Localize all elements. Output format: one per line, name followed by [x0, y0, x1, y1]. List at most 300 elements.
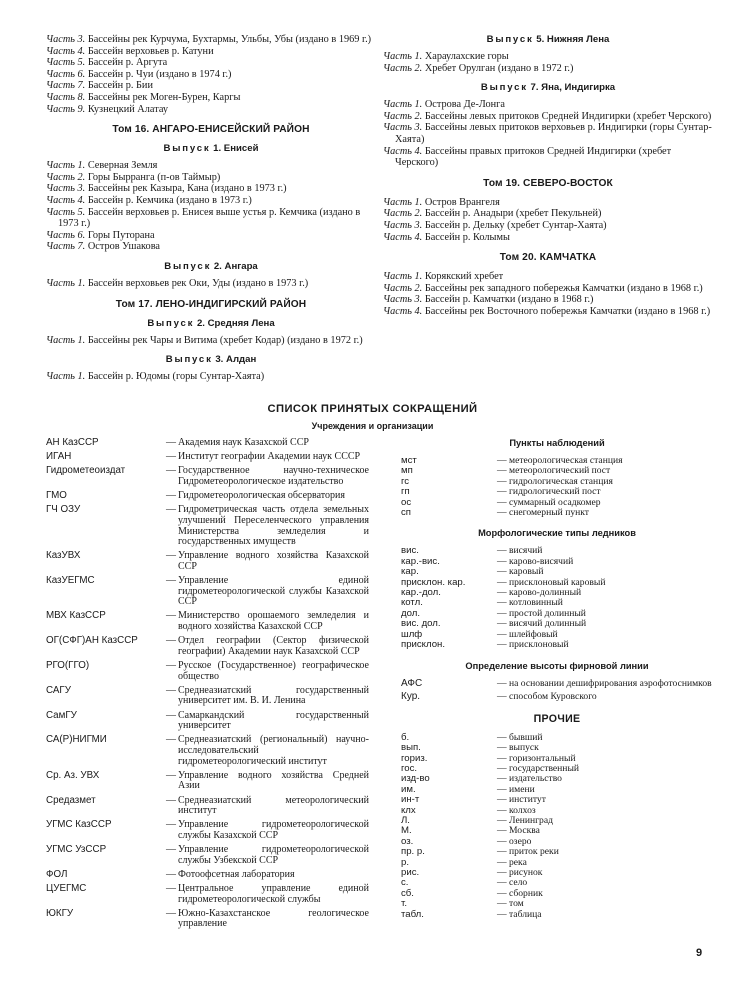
part-number: Часть 2.: [46, 171, 86, 183]
abbreviation-row: [46, 505, 369, 547]
part-text: Хараулахские горы: [424, 51, 509, 62]
glacier-types-heading: Морфологические типы ледников: [478, 528, 636, 539]
part-text: Бассейн р. Дельку (хребет Сунтар-Хаята): [424, 219, 607, 231]
part-text: Бассейн р. Юдомы (горы Сунтар-Хаята): [87, 371, 265, 383]
part-number: Часть 5.: [46, 57, 86, 69]
abbreviation-key: сб.: [401, 887, 414, 899]
abbreviation-value: гидрологическая станция: [509, 475, 613, 487]
abbreviation-value: Управление единой гидрометеорологической службы Казахской ССР: [178, 575, 369, 608]
parts-list-srednyaya-lena: [46, 335, 376, 347]
abbreviation-key: присклон. кар.: [401, 576, 466, 588]
part-text: Горы Путорана: [87, 229, 155, 241]
abbreviation-value: Фотоофсетная лаборатория: [178, 868, 295, 880]
abbreviation-key: КазУЕГМС: [46, 575, 95, 587]
abbreviation-dash: —: [497, 742, 507, 754]
abbreviation-row: [46, 870, 369, 881]
abbreviation-dash: —: [497, 866, 507, 878]
abbreviation-key: клх: [401, 804, 416, 816]
part-text: Бассейны левых притоков верховьев р. Индигирки (горы Сунтар-Хаята): [395, 122, 712, 145]
part-item: [383, 63, 713, 75]
abbreviation-dash: —: [166, 504, 176, 516]
abbreviation-row: [401, 774, 713, 784]
part-number: Часть 1.: [46, 160, 86, 172]
part-text: Бассейн верховьев р. Енисея выше устья р. Кемчика (издано в 1973 г.): [58, 206, 361, 230]
part-text: Хребет Орулган (издано в 1972 г.): [424, 62, 574, 74]
abbreviation-value: Государственное научно-техническое Гидрометеорологическое издательство: [178, 465, 369, 487]
abbreviation-value: издательство: [509, 773, 562, 785]
abbreviation-row: [46, 820, 369, 841]
abbreviation-dash: —: [497, 846, 507, 858]
abbreviation-dash: —: [497, 597, 507, 609]
abbreviation-dash: —: [497, 639, 507, 651]
abbreviation-value: Управление гидрометеорологической службы Казахской ССР: [178, 819, 369, 841]
abbreviation-value: Управление водного хозяйства Казахской ССР: [178, 550, 369, 572]
part-number: Часть 3.: [383, 122, 423, 134]
other-heading: ПРОЧИЕ: [533, 712, 581, 725]
abbreviation-value: Отдел географии (Сектор физической географии) Академии наук Казахской ССР: [178, 635, 369, 657]
abbreviation-row: [401, 868, 713, 878]
part-text: Бассейн р. Анадыри (хребет Пекульней): [424, 208, 602, 220]
abbreviation-key: сп: [401, 507, 411, 519]
abbreviation-dash: —: [497, 731, 507, 743]
tom-20-heading: Том 20. КАМЧАТКА: [499, 252, 597, 264]
part-item: [46, 57, 376, 69]
abbreviation-dash: —: [166, 769, 176, 781]
abbreviation-row: [401, 795, 713, 805]
abbreviation-row: [46, 611, 369, 632]
abbreviation-dash: —: [497, 566, 507, 578]
abbreviation-value: способом Куровского: [509, 691, 597, 703]
abbreviation-value: горизонтальный: [509, 752, 576, 764]
part-text: Бассейн р. Кемчика (издано в 1973 г.): [87, 194, 252, 206]
abbreviation-key: ГМО: [46, 490, 67, 502]
abbreviation-row: [401, 679, 713, 690]
abbreviation-key: СА(Р)НИГМИ: [46, 734, 107, 746]
abbreviation-row: [401, 785, 713, 795]
abbreviation-value: каровый: [509, 566, 544, 578]
abbreviation-key: котл.: [401, 597, 423, 609]
part-text: Остров Ушакова: [87, 241, 160, 253]
abbreviation-dash: —: [166, 819, 176, 831]
abbreviation-dash: —: [166, 610, 176, 622]
abbreviation-value: карово-висячий: [509, 555, 574, 567]
part-item: [46, 195, 376, 207]
part-text: Северная Земля: [87, 160, 158, 172]
part-item: [383, 197, 713, 209]
abbreviation-dash: —: [497, 794, 507, 806]
abbreviation-value: выпуск: [509, 742, 539, 754]
abbreviation-row: [401, 743, 713, 753]
abbreviation-dash: —: [497, 455, 507, 466]
abbreviation-row: [401, 899, 713, 909]
abbreviation-value: метеорологическая станция: [509, 455, 623, 466]
abbreviation-value: снегомерный пункт: [509, 507, 589, 519]
part-text: Бассейн р. Бии: [87, 80, 153, 92]
vypusk-srednyaya-lena-heading: Выпуск 2. Средняя Лена: [147, 317, 275, 329]
abbreviation-row: [401, 889, 713, 899]
abbreviation-dash: —: [166, 883, 176, 895]
abbreviation-value: река: [509, 856, 527, 868]
abbreviation-value: Управление водного хозяйства Средней Азии: [178, 769, 369, 792]
part-text: Бассейны рек западного побережья Камчатки (издано в 1968 г.): [424, 282, 703, 294]
abbreviation-dash: —: [497, 814, 507, 826]
part-item: [46, 230, 376, 242]
part-text: Бассейны левых притоков Средней Индигирки (хребет Черского): [424, 110, 712, 122]
abbreviation-value: Управление гидрометеорологической службы Узбекской ССР: [178, 844, 369, 866]
abbreviation-row: [401, 508, 713, 518]
abbreviation-value: присклоновый: [509, 639, 569, 651]
part-item: [383, 271, 713, 283]
abbreviation-row: [401, 733, 713, 743]
abbreviation-key: Л.: [401, 814, 410, 826]
part-text: Бассейны правых притоков Средней Индигирки (хребет Черского): [395, 145, 672, 169]
abbreviation-dash: —: [497, 465, 507, 477]
abbreviation-value: висячий долинный: [509, 618, 587, 630]
part-item: [46, 183, 376, 195]
abbreviation-key: ЦУЕГМС: [46, 883, 87, 895]
abbreviation-row: [46, 452, 369, 463]
abbreviation-value: Центральное управление единой гидрометеорологической службы: [178, 883, 369, 905]
abbreviation-dash: —: [497, 677, 507, 689]
abbreviation-row: [46, 909, 369, 930]
abbreviation-row: [46, 686, 369, 707]
vypusk-nizhnyaya-lena-heading: Выпуск 5. Нижняя Лена: [486, 34, 610, 45]
part-number: Часть 3.: [46, 34, 86, 45]
abbreviation-dash: —: [166, 437, 176, 448]
institutions-subtitle: Учреждения и организации: [311, 421, 434, 431]
abbreviation-value: Среднеазиатский государственный университет им. В. И. Ленина: [178, 684, 369, 707]
abbreviation-key: АФС: [401, 677, 423, 689]
abbreviation-key: вис. дол.: [401, 618, 441, 630]
institutions-rows: [46, 438, 369, 930]
abbreviation-dash: —: [497, 856, 507, 868]
abbreviation-key: ЮКГУ: [46, 907, 74, 919]
abbreviation-dash: —: [166, 734, 176, 746]
part-text: Кузнецкий Алатау: [87, 103, 169, 115]
part-number: Часть 6.: [46, 68, 86, 80]
abbreviation-dash: —: [497, 835, 507, 847]
abbreviation-key: ос: [401, 496, 412, 508]
abbreviation-value: карово-долинный: [509, 587, 582, 599]
abbreviation-key: с.: [401, 877, 409, 889]
part-item: [383, 122, 713, 145]
abbreviation-value: суммарный осадкомер: [509, 496, 601, 508]
abbreviation-row: [46, 735, 369, 767]
part-item: [383, 283, 713, 295]
abbreviation-row: [46, 636, 369, 657]
part-number: Часть 4.: [46, 194, 86, 206]
tom-19-heading: Том 19. СЕВЕРО-ВОСТОК: [483, 177, 613, 189]
parts-list-severo-vostok: [383, 197, 713, 243]
part-item: [383, 220, 713, 232]
part-text: Бассейн р. Камчатки (издано в 1968 г.): [424, 294, 594, 306]
part-number: Часть 2.: [383, 110, 423, 122]
abbreviation-key: гп: [401, 486, 410, 498]
part-item: [46, 104, 376, 116]
abbreviation-value: село: [509, 877, 528, 889]
abbreviation-key: им.: [401, 783, 416, 795]
vypusk-2-heading: Выпуск 2. Ангара: [164, 260, 258, 272]
parts-list-yana-indigirka: [383, 99, 713, 169]
abbreviation-key: гс: [401, 475, 410, 487]
abbreviation-key: дол.: [401, 607, 420, 619]
abbreviation-row: [46, 771, 369, 792]
part-text: Бассейн р. Аргута: [87, 57, 168, 69]
vypusk-aldan-heading: Выпуск 3. Алдан: [165, 354, 257, 366]
abbreviation-dash: —: [497, 877, 507, 889]
observation-points-heading: Пункты наблюдений: [509, 438, 605, 448]
abbreviation-key: МВХ КазССР: [46, 610, 106, 622]
abbreviation-value: Среднеазиатский (региональный) научно-исследовательский гидрометеорологический институт: [178, 734, 369, 767]
part-item: [46, 80, 376, 92]
abbreviation-row: [46, 845, 369, 866]
abbreviation-row: [401, 878, 713, 888]
abbreviation-key: Ср. Аз. УВХ: [46, 769, 100, 781]
part-text: Бассейн р. Чуи (издано в 1974 г.): [87, 68, 232, 80]
abbreviation-key: КазУВХ: [46, 550, 81, 562]
abbreviation-value: имени: [509, 783, 535, 795]
abbreviation-key: ОГ(СФГ)АН КазССР: [46, 635, 138, 647]
abbreviation-value: шлейфовый: [509, 628, 558, 640]
firn-line-rows: [401, 679, 713, 703]
part-text: Остров Врангеля: [424, 196, 500, 208]
abbreviation-dash: —: [497, 773, 507, 785]
parts-list-kamchatka: [383, 271, 713, 317]
abbreviation-row: [401, 826, 713, 836]
part-text: Горы Бырранга (п-ов Таймыр): [87, 171, 221, 183]
abbreviation-dash: —: [497, 691, 507, 703]
abbreviation-row: [401, 858, 713, 868]
abbreviation-dash: —: [497, 752, 507, 764]
abbreviation-row: [46, 711, 369, 732]
abbreviation-key: ФОЛ: [46, 868, 68, 880]
abbreviation-value: на основании дешифрирования аэрофотоснимков: [509, 677, 712, 689]
abbreviation-key: ин-т: [401, 794, 420, 806]
abbreviation-dash: —: [497, 618, 507, 630]
parts-list-aldan: [46, 371, 376, 383]
abbreviation-key: Гидрометеоиздат: [46, 465, 126, 477]
abbreviation-row: [46, 491, 369, 502]
part-number: Часть 2.: [383, 62, 423, 74]
abbreviation-dash: —: [497, 475, 507, 487]
abbreviation-row: [46, 551, 369, 572]
abbreviation-value: государственный: [509, 762, 580, 774]
abbreviation-key: оз.: [401, 835, 414, 847]
part-number: Часть 4.: [383, 231, 423, 243]
tom-17-heading: Том 17. ЛЕНО-ИНДИГИРСКИЙ РАЙОН: [115, 298, 307, 310]
abbreviation-value: таблица: [509, 908, 542, 920]
abbreviation-value: озеро: [509, 835, 532, 847]
part-number: Часть 3.: [383, 294, 423, 306]
abbreviation-value: Академия наук Казахской ССР: [178, 437, 309, 448]
abbreviation-key: УГМС УзССР: [46, 844, 107, 856]
part-number: Часть 1.: [383, 196, 423, 208]
parts-list-enisei: [46, 160, 376, 253]
part-item: [383, 111, 713, 123]
parts-list-tom15: [46, 34, 376, 115]
abbreviation-value: котловинный: [509, 597, 563, 609]
abbreviation-value: присклоновый каровый: [509, 576, 606, 588]
abbreviation-dash: —: [497, 486, 507, 498]
part-text: Бассейн верховьев рек Оки, Уды (издано в 1973 г.): [87, 277, 309, 289]
part-number: Часть 3.: [46, 183, 86, 195]
part-text: Бассейны рек Чары и Витима (хребет Кодар) (издано в 1972 г.): [87, 334, 363, 346]
abbreviation-key: мп: [401, 465, 413, 477]
abbreviation-dash: —: [497, 587, 507, 599]
part-number: Часть 1.: [383, 51, 423, 62]
abbreviation-key: пр. р.: [401, 846, 425, 858]
part-item: [383, 306, 713, 318]
abbreviation-row: [46, 796, 369, 817]
part-number: Часть 2.: [383, 282, 423, 294]
abbreviation-dash: —: [497, 898, 507, 910]
part-item: [46, 371, 376, 383]
abbreviation-value: том: [509, 898, 524, 910]
part-text: Бассейн р. Колымы: [424, 231, 510, 243]
part-text: Острова Де-Лонга: [424, 99, 505, 111]
abbreviation-key: Средазмет: [46, 794, 96, 806]
part-item: [46, 241, 376, 253]
abbreviation-row: [46, 466, 369, 487]
abbreviation-dash: —: [166, 635, 176, 647]
abbreviation-row: [46, 576, 369, 608]
part-number: Часть 9.: [46, 103, 86, 115]
abbreviation-key: гос.: [401, 762, 418, 774]
abbreviation-key: т.: [401, 898, 407, 910]
abbreviation-key: р.: [401, 856, 410, 868]
abbreviation-value: бывший: [509, 731, 543, 743]
abbreviation-value: рисунок: [509, 866, 543, 878]
abbreviation-key: б.: [401, 731, 410, 743]
part-item: [46, 92, 376, 104]
abbreviation-value: сборник: [509, 887, 543, 899]
abbreviation-row: [46, 438, 369, 449]
abbreviation-row: [46, 884, 369, 905]
abbreviation-dash: —: [497, 576, 507, 588]
abbreviation-key: УГМС КазССР: [46, 819, 112, 831]
abbreviation-row: [401, 806, 713, 816]
tom-16-heading: Том 16. АНГАРО-ЕНИСЕЙСКИЙ РАЙОН: [112, 124, 310, 136]
part-text: Бассейны рек Моген-Бурен, Каргы: [87, 91, 241, 103]
abbreviation-key: кар.-вис.: [401, 555, 440, 567]
abbreviation-value: Среднеазиатский метеорологический институт: [178, 794, 369, 817]
abbreviation-dash: —: [497, 887, 507, 899]
part-number: Часть 7.: [46, 241, 86, 253]
parts-list-angara: [46, 278, 376, 290]
abbreviation-dash: —: [166, 868, 176, 880]
abbreviation-key: вып.: [401, 742, 421, 754]
abbreviation-dash: —: [497, 908, 507, 920]
abbreviation-dash: —: [497, 496, 507, 508]
abbreviation-dash: —: [166, 794, 176, 806]
abbreviation-value: Гидрометеорологическая обсерватория: [178, 490, 345, 502]
part-item: [383, 146, 713, 169]
part-number: Часть 4.: [46, 45, 86, 57]
abbreviation-row: [401, 816, 713, 826]
abbreviation-dash: —: [497, 628, 507, 640]
part-item: [383, 294, 713, 306]
part-number: Часть 1.: [383, 99, 423, 111]
abbreviation-row: [401, 640, 713, 650]
abbreviation-value: Русское (Государственное) географическое общество: [178, 660, 369, 682]
abbreviation-row: [401, 910, 713, 920]
part-item: [383, 99, 713, 111]
contents-right-column: [383, 34, 713, 318]
part-item: [383, 208, 713, 220]
page-number: 9: [696, 947, 703, 959]
part-item: [46, 335, 376, 347]
abbreviation-dash: —: [166, 465, 176, 477]
abbreviation-value: простой долинный: [509, 607, 586, 619]
abbreviation-dash: —: [166, 550, 176, 562]
vypusk-yana-indigirka-heading: Выпуск 7. Яна, Индигирка: [480, 82, 616, 94]
abbreviation-row: [46, 661, 369, 682]
abbreviation-dash: —: [497, 607, 507, 619]
parts-list-nizhnyaya-lena: [383, 51, 713, 74]
part-item: [46, 278, 376, 290]
part-number: Часть 7.: [46, 80, 86, 92]
part-number: Часть 1.: [46, 334, 86, 346]
part-text: Бассейны рек Курчума, Бухтармы, Ульбы, Убы (издано в 1969 г.): [87, 34, 372, 45]
abbreviations-right-column: [401, 438, 713, 920]
abbreviation-dash: —: [497, 762, 507, 774]
part-number: Часть 4.: [383, 305, 423, 317]
abbreviation-value: Институт географии Академии наук СССР: [178, 451, 361, 463]
part-item: [383, 51, 713, 63]
abbreviation-key: вис.: [401, 545, 419, 557]
part-item: [46, 46, 376, 58]
abbreviation-key: АН КазССР: [46, 437, 99, 448]
part-text: Бассейны рек Казыра, Кана (издано в 1973 г.): [87, 183, 287, 195]
abbreviation-dash: —: [497, 507, 507, 519]
abbreviation-value: висячий: [509, 545, 543, 557]
part-item: [46, 172, 376, 184]
part-number: Часть 5.: [46, 206, 86, 218]
part-item: [46, 160, 376, 172]
abbreviation-dash: —: [166, 451, 176, 463]
abbreviation-dash: —: [497, 825, 507, 837]
abbreviation-row: [401, 692, 713, 703]
abbreviation-dash: —: [166, 684, 176, 696]
vypusk-1-heading: Выпуск 1. Енисей: [163, 143, 259, 155]
abbreviation-key: ГЧ ОЗУ: [46, 504, 81, 516]
part-number: Часть 3.: [383, 219, 423, 231]
institutions-list: [46, 438, 369, 934]
abbreviation-dash: —: [166, 709, 176, 721]
abbreviation-key: мст: [401, 455, 417, 466]
abbreviation-key: шлф: [401, 628, 423, 640]
abbreviation-key: РГО(ГГО): [46, 660, 90, 672]
abbreviation-value: Министерство орошаемого земледелия и водного хозяйства Казахской ССР: [178, 610, 369, 633]
abbreviation-key: присклон.: [401, 639, 445, 651]
abbreviation-row: [401, 557, 713, 567]
abbreviation-dash: —: [166, 844, 176, 856]
glacier-types-rows: [401, 546, 713, 650]
firn-line-heading: Определение высоты фирновой линии: [465, 660, 649, 671]
abbreviation-value: гидрологический пост: [509, 486, 601, 498]
part-number: Часть 1.: [383, 271, 423, 283]
abbreviation-row: [401, 847, 713, 857]
abbreviation-value: институт: [509, 794, 546, 806]
observation-points-rows: [401, 456, 713, 518]
part-number: Часть 1.: [46, 277, 86, 289]
abbreviation-value: Москва: [509, 825, 540, 837]
abbreviation-key: табл.: [401, 908, 424, 920]
abbreviation-dash: —: [497, 555, 507, 567]
contents-left-column: [46, 34, 376, 383]
part-text: Бассейн верховьев р. Катуни: [87, 45, 214, 57]
abbreviation-dash: —: [166, 575, 176, 587]
